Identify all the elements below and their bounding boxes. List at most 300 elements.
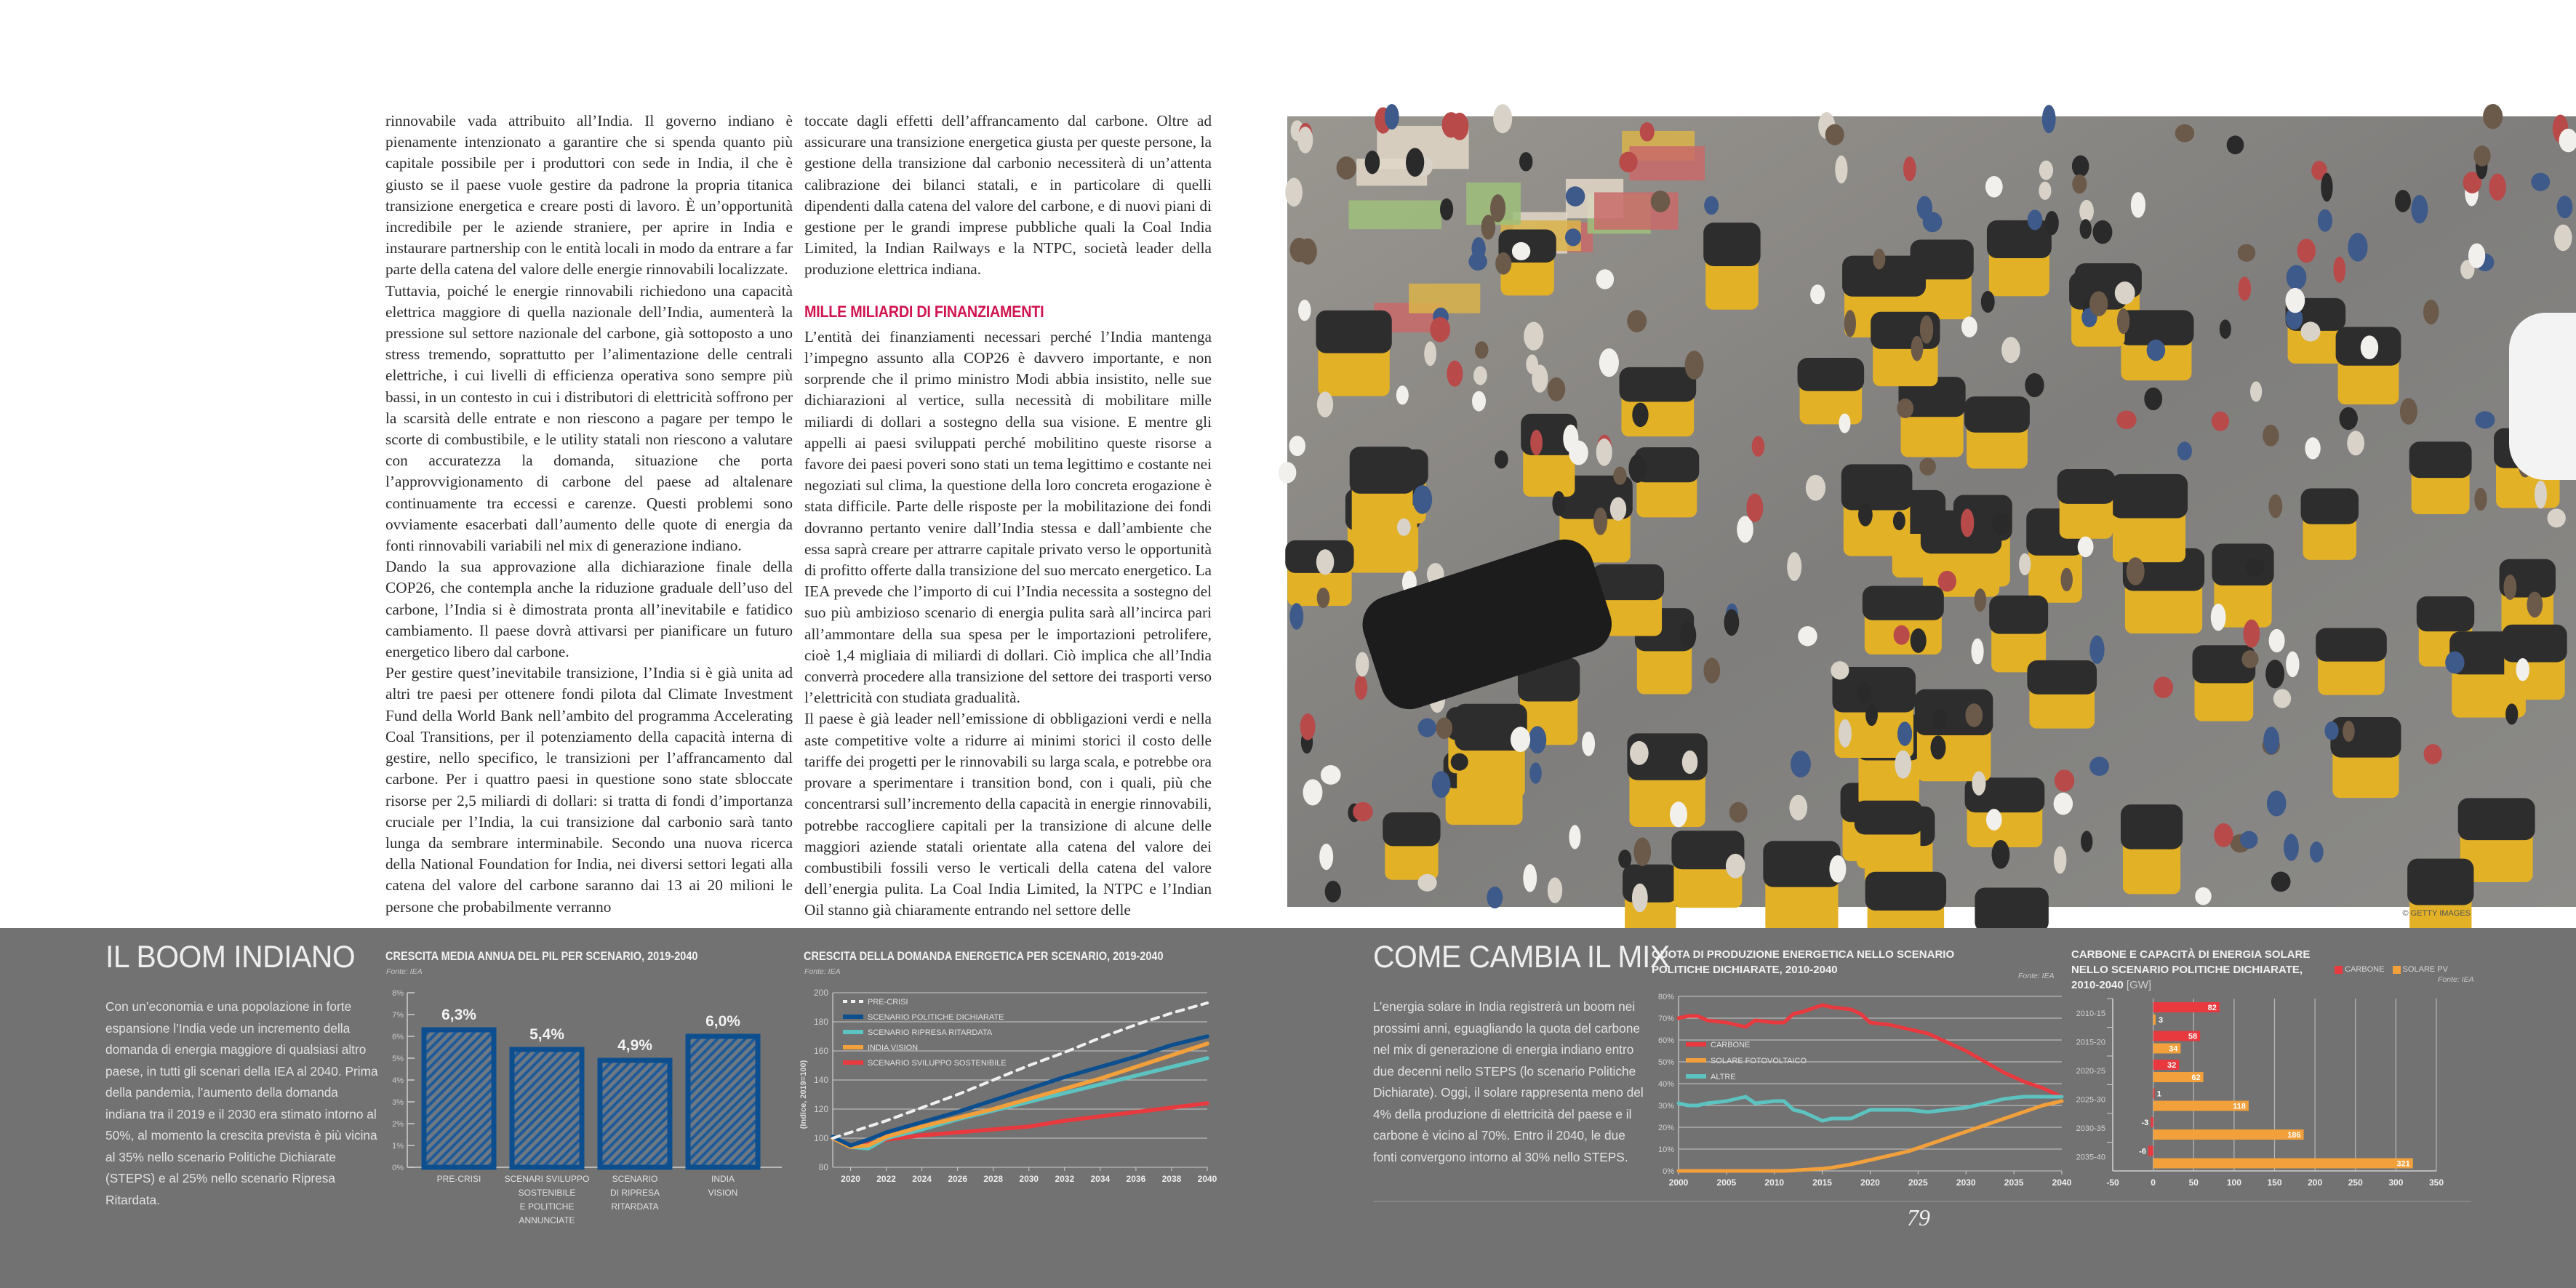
person [2333,257,2345,283]
x-category-label: E POLITICHE [519,1201,575,1212]
capacity-bar-chart [2058,985,2480,1196]
person [1468,252,1487,271]
person [2211,604,2226,631]
person [2305,437,2320,459]
x-tick-label: 150 [2267,1177,2282,1188]
person [1632,884,1648,913]
person [1397,519,1411,536]
rickshaw-roof [2212,543,2273,585]
person [2042,105,2056,133]
bar-value-label: -3 [2141,1119,2149,1127]
person [1552,491,1565,516]
person [2025,373,2044,397]
street-traffic-photo [1287,116,2576,907]
x-tick-label: 2040 [1197,1174,1217,1184]
rickshaw-roof [1989,596,2048,634]
y-tick-label: 40% [1657,1080,1674,1089]
footer-rule [1373,1201,2471,1202]
rickshaw-roof [2330,717,2401,758]
person [2473,145,2490,167]
person [2061,568,2073,591]
person [2175,124,2195,143]
x-tick-label: 2024 [912,1174,932,1184]
person [2117,308,2129,334]
market-stall [1349,200,1441,229]
person [1548,877,1562,903]
person [1317,391,1333,417]
article-paragraph: rinnovabile vada attribuito all’India. Il governo indiano è pienamente intenzionato a garantire che si spenda quanto più capitale possibile per i produttori con sede in India, il che è giusto se il paese vuole gestire da padrone la propria titanica transizione energetica e creare posti di lavoro. È un’opportunità incredibile per le aziende straniere, per aprire in India e instaurare partnership con le entità locali in modo da entrare a far parte della catena del valore delle energie rinnovabili localizzate. [385,112,793,279]
article-column-2-bottom [804,327,1212,921]
x-category-label: RITARDATA [611,1201,659,1212]
person [1894,625,1910,645]
person [2078,537,2094,557]
person [1321,765,1341,785]
article-column-1 [385,111,793,918]
person [1810,284,1825,304]
person [1897,721,1912,746]
person [2554,225,2572,252]
person [2527,592,2543,617]
bar-value-label: 3 [2158,1016,2164,1025]
person [2089,636,2104,664]
x-tick-label: 2000 [1668,1177,1689,1188]
person [2286,652,2299,678]
series-line [1679,1005,2062,1097]
person [1704,196,1719,215]
demand-chart-title: CRESCITA DELLA DOMANDA ENERGETICA PER SCENARIO, 2019-2040 [804,950,1164,963]
person [1582,732,1595,756]
person [2127,557,2145,585]
rickshaw-roof [2111,474,2188,519]
person [1839,413,1850,433]
x-tick-label: 2028 [983,1174,1004,1184]
rickshaw-roof [1798,358,1865,391]
person [2039,161,2053,180]
person [1632,403,1648,428]
x-tick-label: 2026 [948,1174,968,1184]
person [1337,156,1356,180]
x-category-label: ANNUNCIATE [519,1215,575,1225]
person [1530,430,1543,455]
person [2081,831,2092,852]
bar [2153,1129,2304,1140]
person [1442,112,1461,137]
y-tick-label: 6% [392,1033,404,1041]
article-column-2-top [804,111,1212,281]
x-category-label: SCENARI SVILUPPO [504,1174,590,1184]
person [2238,244,2256,262]
person [1619,152,1637,172]
rickshaw-roof [1865,872,1946,911]
person [1752,436,1764,457]
person [1487,887,1503,908]
y-tick-label: 5% [392,1055,404,1063]
person [1685,351,1704,380]
bar [2153,1015,2156,1025]
person [2028,209,2043,230]
person [1353,802,1373,822]
person [1985,176,2003,197]
person [1726,854,1745,879]
person [2238,276,2251,300]
person [2195,887,2212,905]
y-tick-label: 30% [1657,1102,1674,1111]
person [2144,388,2162,410]
person [2267,791,2287,816]
person [1981,291,1995,313]
person [1495,450,1508,468]
person [2131,192,2145,217]
rickshaw-roof [1987,220,2052,258]
bar [2151,1117,2153,1127]
person [2089,756,2109,775]
y-category-label: 2025-30 [2076,1095,2105,1105]
article-paragraph: Dando la sua approvazione alla dichiarazione finale della COP26, che contempla anche la riduzione graduale dell’uso del carbone, l’India si è dimostrata pronta all’inevitabile e fatidico cambiamento. Il paese dovrà attivarsi per pianificare un futuro energetico libero dal carbone. [385,558,793,661]
person [1865,704,1878,726]
person [1839,719,1852,748]
legend-label: PRE-CRISI [868,998,908,1007]
y-tick-label: 10% [1657,1145,1674,1154]
person [2227,135,2244,154]
article-paragraph: toccate dagli effetti dell’affrancamento dal carbone. Oltre ad assicurare una transizione energetica giusta per queste persone, la gestione della transizione dal carbonio necessiterà di un’attenta calibrazione dei bilanci statali, e in particolare di quelli dipendenti dalla catena del valore del carbone, e di nuovi piani di gestione per le grandi imprese pubbliche quali la Coal India Limited, la Indian Railways e la NTPC, società leader della produzione elettrica indiana. [804,112,1212,279]
bar-value-label: 82 [2207,1004,2217,1012]
person [2310,841,2324,863]
person [1325,881,1341,903]
person [1519,152,1532,171]
mix-title: COME CAMBIA IL MIX [1373,940,1670,975]
page-number: 79 [1907,1204,1930,1231]
person [2269,629,2285,652]
legend-label: ALTRE [1711,1073,1736,1081]
person [1729,802,1748,823]
article-paragraph: Per gestire quest’inevitabile transizione, l’India si è già unita ad altri tre paesi per ottenere fondi pilota dal Climate Investment Fund della World Bank nell’ambito del programma Accelerating Coal Transitions, per il potenziamento della capacità interna di gestire, nello specifico, le transizioni per l’affrancamento dal carbone. Per i quattro paesi in questione sono state sbloccate risorse per 2,5 miliardi di dollari: si tratta di fondi d’importanza cruciale per l’India, la cui transizione dal carbonio sarà tanto lunga da sembrare interminabile. Secondo una nuova ricerca della National Foundation for India, nei diversi settori legati alla catena del valore del carbone saranno dai 13 ai 20 milioni le persone che probabilmente verranno [385,664,793,916]
x-tick-label: 2035 [2004,1177,2024,1188]
person [1633,837,1651,865]
person [2347,431,2364,455]
y-tick-label: 200 [813,988,828,998]
person [1825,124,1844,145]
person [1787,552,1801,581]
white-car [2509,313,2576,480]
person [2287,265,2307,289]
bar [424,1030,494,1167]
person [2153,676,2173,698]
y-tick-label: 60% [1657,1036,1674,1045]
person [1490,194,1505,223]
person [2055,769,2074,791]
capacity-chart-source: Fonte: IEA [2438,975,2474,984]
person [2505,703,2518,724]
person [2474,488,2487,511]
person [1472,391,1486,412]
person [1911,336,1924,361]
legend-label: SCENARIO SVILUPPO SOSTENIBILE [868,1059,1007,1068]
legend-label-carbone: CARBONE [2345,965,2385,974]
person [2045,211,2059,235]
person [2516,658,2529,681]
photo-credit: © GETTY IMAGES [2402,909,2471,918]
person [1975,588,1987,612]
photo-illustration [1287,116,2576,907]
person [1628,455,1646,483]
x-tick-label: 50 [2188,1177,2199,1188]
legend-label: SCENARIO RIPRESA RITARDATA [868,1028,993,1037]
person [2177,441,2192,460]
person [2273,689,2291,708]
x-tick-label: 250 [2348,1177,2363,1188]
article-paragraph: L’entità dei finanziamenti necessari perché l’India mantenga l’impegno assunto alla COP26 è davvero importante, e non sorprende che il primo ministro Modi abbia insistito, nelle sue dichiarazioni al vertice, sulla necessità di mobilitare mille miliardi di dollari a sostegno della sua visione. E mentre gli appelli ai paesi sviluppati perché mobilitino queste risorse a favore dei paesi poveri sono stati un tema legittimo e costante nei negoziati sul clima, la questione della loro concreta erogazione è stata difficile. Parte delle risposte per la mobilitazione dei fondi dovranno pertanto venire dall’India stessa e dall’ambiente che essa saprà creare per attrarre capitale privato verso le opportunità di profitto offerte dalla transizione del suo mercato energetico. La IEA prevede che l’importo di cui l’India necessita a sostegno del suo più ambizioso scenario di energia pulita sarà all’incirca pari all’ammontare della sua spesa per le importazioni petrolifere, cioè 1,4 migliaia di miliardi di dollari. Ciò implica che all’India converrà procedere alla transizione del settore dei trasporti verso l’elettricità con studiata gradualità. [804,327,1212,707]
legend-label: INDIA VISION [868,1044,919,1052]
boom-title: IL BOOM INDIANO [105,940,356,975]
capacity-legend [2335,964,2448,975]
person [1961,508,1974,537]
gdp-bar-chart [378,978,785,1229]
person [1418,719,1436,737]
person [1829,855,1846,883]
x-category-label: VISION [708,1188,738,1198]
y-category-label: 2035-40 [2076,1153,2105,1162]
y-category-label: 2015-20 [2076,1038,2105,1047]
person [1911,628,1927,653]
person [2220,319,2231,339]
bar [2153,1089,2155,1099]
gdp-chart-title: CRESCITA MEDIA ANNUA DEL PIL PER SCENARIO, 2019-2040 [385,950,698,963]
rickshaw-roof [2409,441,2472,478]
person [2489,174,2506,201]
person [1651,191,1671,212]
person [2054,793,2073,815]
person [1526,354,1538,374]
person [1596,269,1615,289]
person [1396,385,1409,404]
person [1682,751,1698,774]
person [2423,300,2439,324]
person [1972,771,1985,795]
x-tick-label: 2022 [876,1174,896,1184]
person [2250,381,2262,401]
y-tick-label: 70% [1657,1015,1674,1023]
person [1289,603,1303,630]
rickshaw-roof [2027,660,2097,695]
person [2245,559,2265,576]
x-tick-label: 100 [2226,1177,2241,1188]
person [1511,727,1530,752]
x-tick-label: 2032 [1055,1174,1075,1184]
person [1873,249,1885,270]
person [2395,190,2411,212]
person [2019,553,2031,575]
person [1297,127,1313,153]
person [1385,104,1399,129]
person [2285,288,2305,313]
y-tick-label: 120 [813,1104,828,1114]
person [2547,508,2565,527]
y-tick-label: 2% [392,1120,404,1129]
bar-value-label: 4,9% [617,1037,652,1054]
legend-label: CARBONE [1711,1041,1751,1049]
person [1548,377,1565,401]
person [1529,762,1542,783]
bar-value-label: 34 [2169,1044,2178,1054]
person [2147,340,2166,361]
legend-swatch-solare [2393,966,2401,974]
y-category-label: 2030-35 [2076,1124,2105,1133]
bar-value-label: 118 [2233,1102,2246,1111]
share-chart-title: QUOTA DI PRODUZIONE ENERGETICA NELLO SCENARIO POLITICHE DICHIARATE, 2010-2040 [1652,948,1955,976]
person [1746,494,1763,522]
x-tick-label: 2040 [2052,1177,2072,1188]
person [1789,795,1807,820]
person [1971,639,1983,665]
person [2301,321,2321,341]
person [1932,709,1947,730]
person [1300,713,1316,740]
person [2445,652,2464,674]
legend-label: SCENARIO POLITICHE DICHIARATE [868,1013,1004,1022]
rickshaw-roof [1763,841,1840,887]
person [2214,823,2233,847]
person [2268,495,2282,519]
x-tick-label: 2038 [1161,1174,1182,1184]
person [1986,809,2002,831]
person [2324,721,2338,740]
person [1992,513,2010,535]
y-tick-label: 3% [392,1098,404,1107]
person [1432,771,1451,798]
person [1319,844,1333,870]
section-subheading: MILLE MILIARDI DI FINANZIAMENTI [804,302,1044,321]
person [1680,621,1696,649]
y-tick-label: 1% [392,1142,404,1151]
person [1627,310,1647,332]
person [1610,497,1626,521]
bar-value-label: 58 [2188,1032,2198,1041]
person [1670,801,1687,827]
person [1365,151,1380,174]
bar [512,1049,582,1167]
rickshaw-roof [1619,367,1696,402]
person [2079,200,2094,223]
bar-value-label: 186 [2287,1131,2301,1140]
person [1417,874,1436,892]
person [2054,847,2066,874]
rickshaw-roof [1964,396,2030,433]
bar-value-label: 5,4% [529,1026,564,1043]
person [1961,316,1977,337]
person [1440,199,1453,220]
person [2243,620,2260,648]
person [2116,410,2136,429]
y-tick-label: 7% [392,1011,404,1020]
person [2361,335,2378,359]
person [1279,462,1297,483]
person [1893,511,1905,530]
x-tick-label: 2030 [1019,1174,1039,1184]
person [1475,341,1488,359]
rickshaw-roof [2316,628,2387,662]
person [1285,177,1303,207]
bar [2153,1159,2413,1169]
capacity-chart-unit: [GW] [2126,979,2152,991]
person [2089,291,2108,316]
person [1317,588,1330,608]
person [1858,503,1873,527]
rickshaw-roof [1623,865,1678,903]
y-axis-label: (Indice, 2019=100) [799,1060,808,1129]
person [1640,122,1655,141]
person [2339,407,2357,430]
legend-label: SOLARE FOTOVOLTAICO [1711,1057,1807,1065]
x-tick-label: 350 [2428,1177,2444,1188]
legend-swatch-carbone [2335,966,2343,974]
bar-value-label: 62 [2191,1073,2201,1082]
series-line [833,1103,1207,1147]
legend-label-solare: SOLARE PV [2402,965,2448,974]
person [2115,281,2135,304]
x-category-label: SCENARIO [612,1174,658,1184]
rickshaw-roof [1855,801,1923,835]
share-chart-source: Fonte: IEA [2018,972,2055,980]
person [1406,148,1424,177]
person [1412,485,1432,514]
x-tick-label: 2036 [1126,1174,1146,1184]
capacity-chart-title-text: CARBONE E CAPACITÀ DI ENERGIA SOLARE NELLO SCENARIO POLITICHE DICHIARATE, 2010-2040 [2071,948,2311,991]
person [1512,242,1530,260]
person [1613,467,1626,485]
article-paragraph: Il paese è già leader nell’emissione di obbligazioni verdi e nella aste competitive volte a ridurre ai minimi storici il costo delle tariffe dei progetti per le rinnovabili su larga scala, e potrebbe ora provare a sperimentare i transition bond, con i quali, più che concentrarsi sull’incremento della capacità in energie rinnovabili, potrebbe raccogliere capitali per la transizione di alcune delle maggiori aziende statali orientate alla catena del valore dei combustibili fossili verso le verticali della catena del valore dell’energia pulita. La Coal India Limited, la NTPC e l’Indian Oil stanno già chiaramente entrando nel settore delle [804,710,1212,919]
person [1563,425,1578,452]
x-category-label: INDIA [711,1174,735,1184]
person [1938,571,1956,592]
person [1798,626,1817,646]
person [1451,753,1468,771]
person [2424,744,2442,764]
person [2297,239,2316,263]
y-tick-label: 8% [392,989,404,998]
bar-value-label: 321 [2396,1159,2410,1169]
person [2001,337,2020,363]
y-tick-label: 180 [813,1017,828,1027]
rickshaw-roof [2057,469,2115,504]
boom-text: Con un’economia e una popolazione in forte espansione l’India vede un incremento della domanda di energia maggiore di qualsiasi altro paese, in tutti gli scenari della IEA al 2040. Prima della pandemia, l’aumento della domanda indiana tra il 2019 e il 2030 era stimato intorno al 50%, al momento la crescita prevista è più vicina al 35% nello scenario Politiche Dichiarate (STEPS) e al 25% nello scenario Ripresa Ritardata. [105,999,378,1207]
y-tick-label: 140 [813,1075,828,1085]
x-tick-label: 200 [2308,1177,2323,1188]
person [2265,660,2284,688]
person [2321,173,2332,202]
x-category-label: PRE-CRISI [436,1174,481,1184]
person [1316,549,1334,575]
person [1857,682,1872,704]
x-tick-label: 300 [2388,1177,2404,1188]
person [1844,310,1856,337]
bar-value-label: 6,3% [441,1007,476,1023]
gdp-chart-source: Fonte: IEA [386,967,423,976]
bar-value-label: -6 [2139,1147,2146,1156]
person [1920,316,1933,344]
person [2072,155,2089,177]
rickshaw-roof [2458,798,2535,840]
person [2318,209,2332,232]
person [2531,173,2550,191]
person [2212,412,2229,431]
person [1791,751,1811,777]
bar-value-label: 32 [2167,1061,2177,1070]
person [2241,650,2258,668]
person [1919,458,1936,476]
person [1566,186,1585,207]
bar [600,1060,670,1167]
person [1565,228,1581,246]
